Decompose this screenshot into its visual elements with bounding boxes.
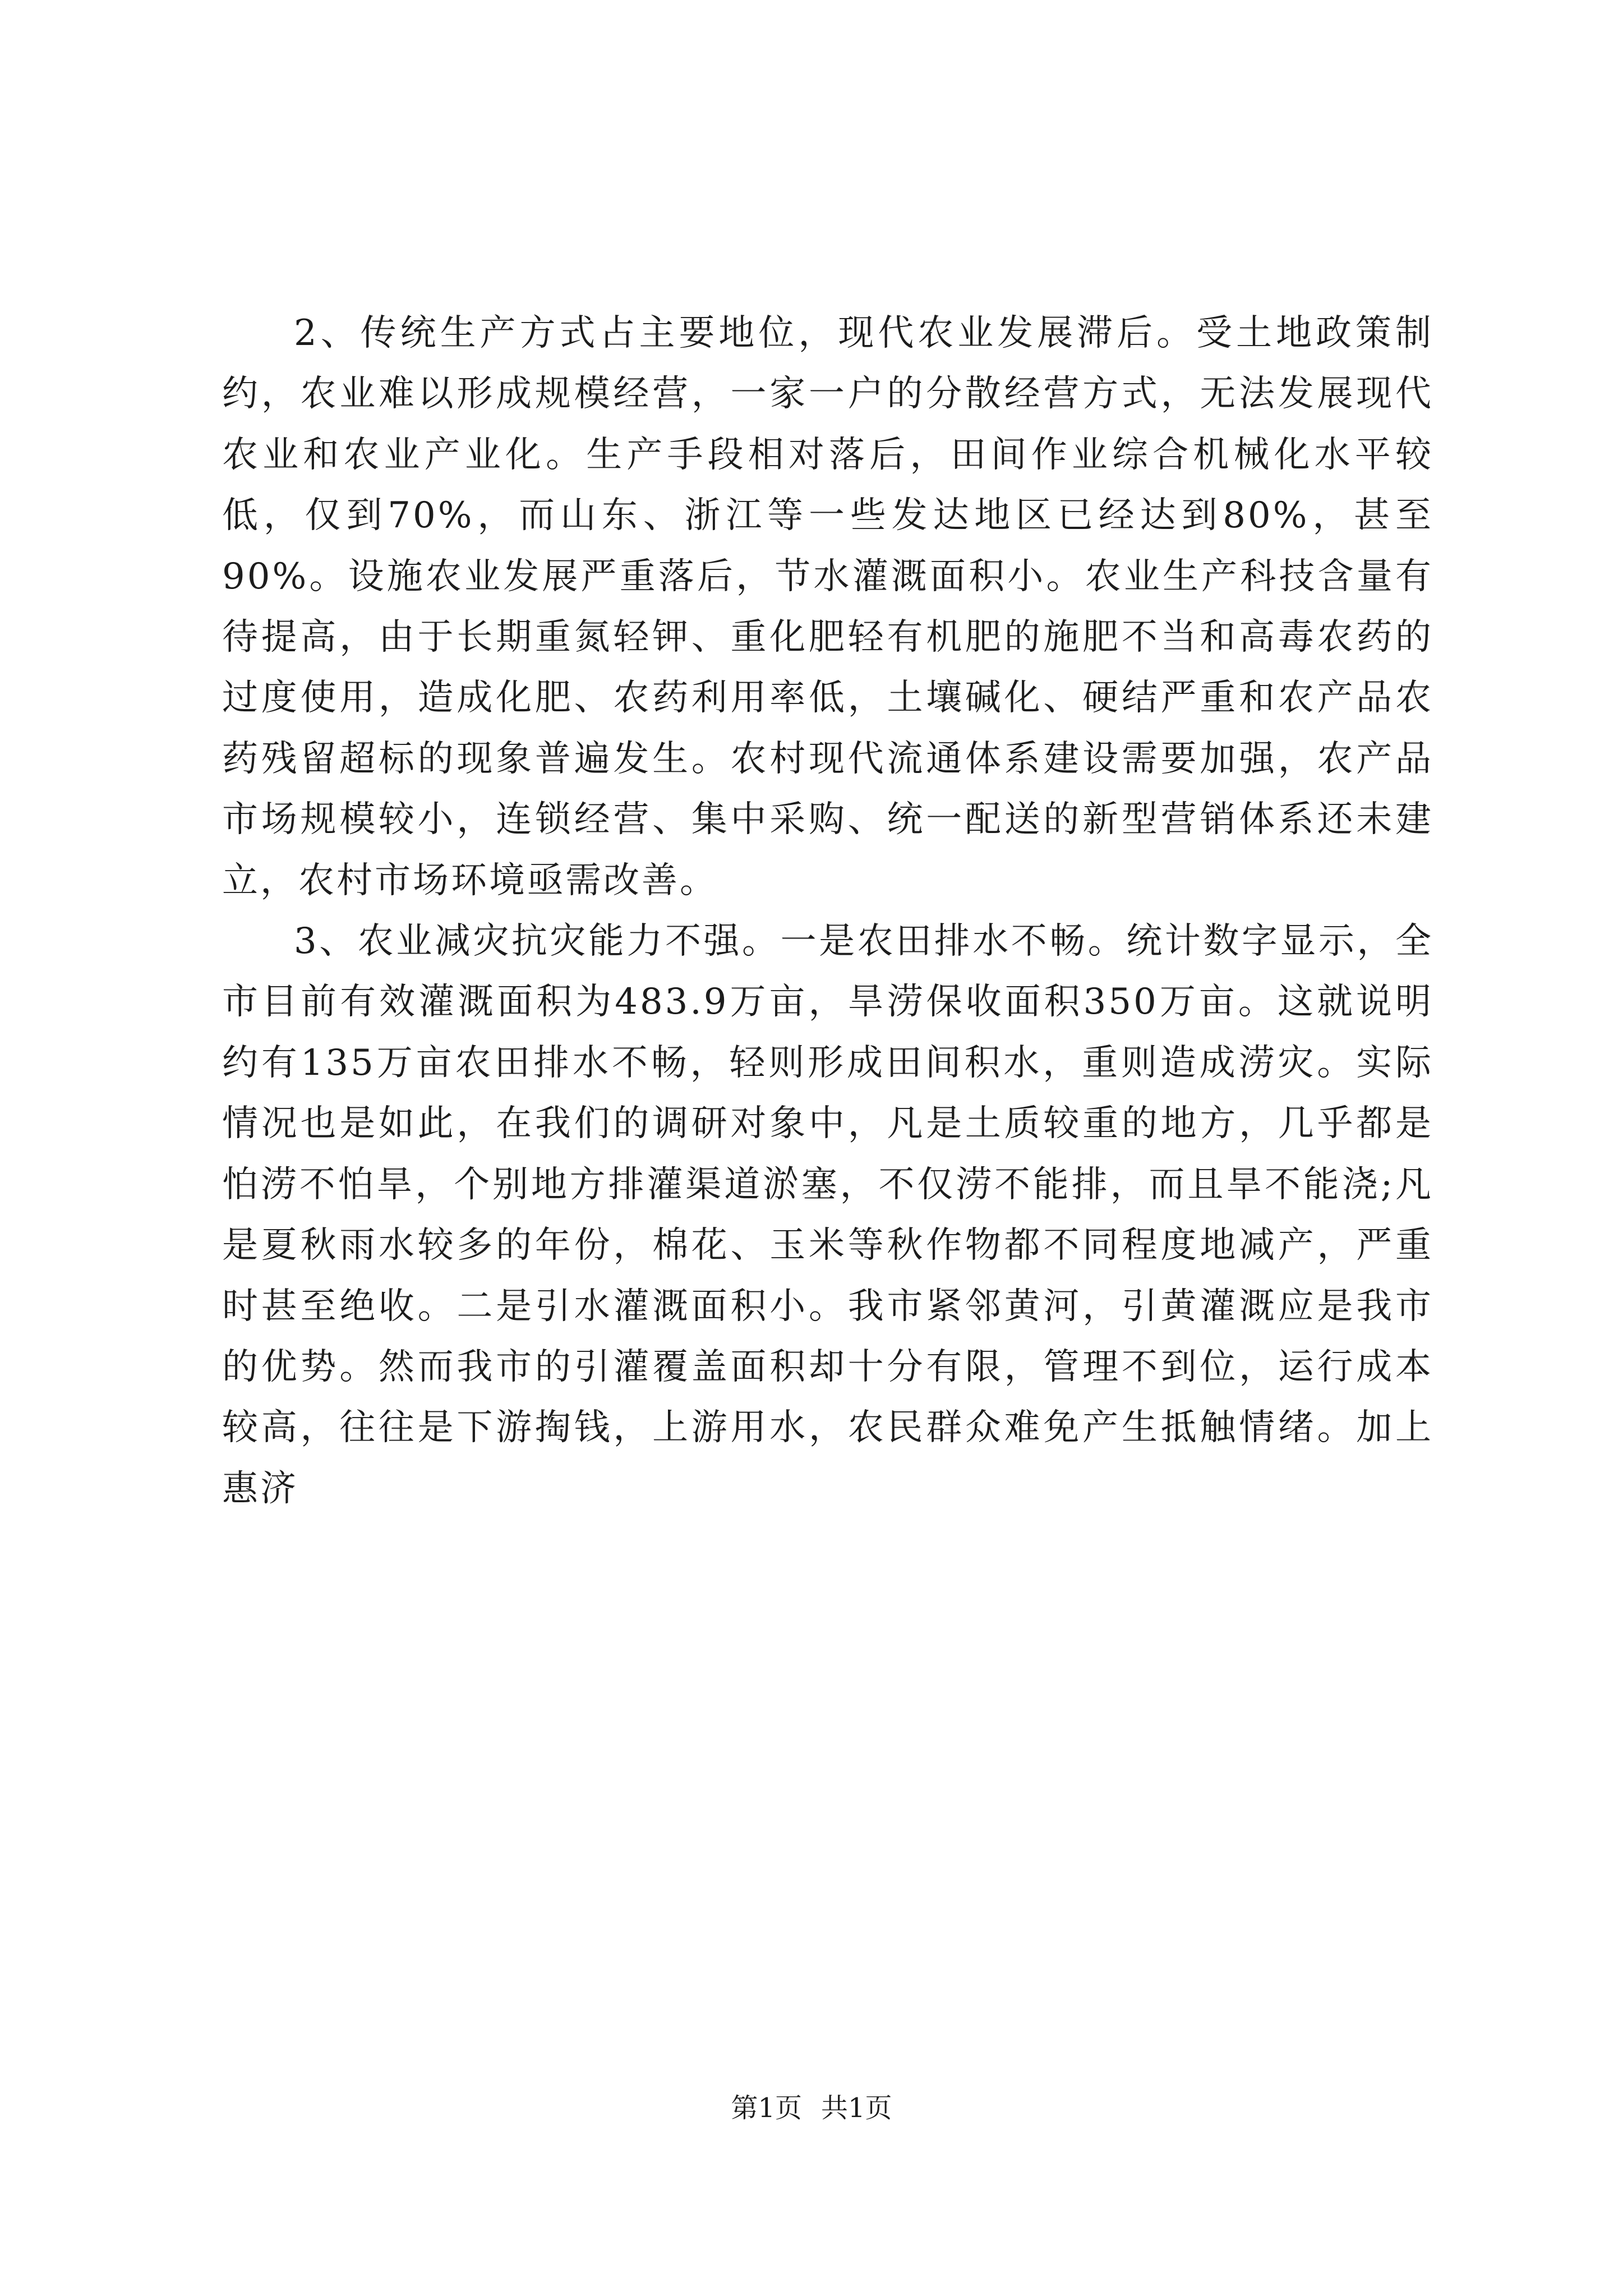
page-number: 第1页 xyxy=(731,2092,802,2124)
paragraph-traditional-production: 2、传统生产方式占主要地位，现代农业发展滞后。受土地政策制约，农业难以形成规模经营，一家一户的分散经营方式，无法发展现代农业和农业产业化。生产手段相对落后，田间作业综合机械化水平较低，仅到70%，而山东、浙江等一些发达地区已经达到80%，甚至90%。设施农业发展严重落后，节水灌溉面积小。农业生产科技含量有待提高，由于长期重氮轻钾、重化肥轻有机肥的施肥不当和高毒农药的过度使用，造成化肥、农药利用率低，土壤碱化、硬结严重和农产品农药残留超标的现象普遍发生。农村现代流通体系建设需要加强，农产品市场规模较小，连锁经营、集中采购、统一配送的新型营销体系还未建立，农村市场环境亟需改善。 xyxy=(222,312,1433,901)
page-footer xyxy=(0,2091,1623,2125)
page-total: 共1页 xyxy=(821,2092,892,2124)
paragraph-disaster-resistance: 3、农业减灾抗灾能力不强。一是农田排水不畅。统计数字显示，全市目前有效灌溉面积为483.9万亩，旱涝保收面积350万亩。这就说明约有135万亩农田排水不畅，轻则形成田间积水，重则造成涝灾。实际情况也是如此，在我们的调研对象中，凡是土质较重的地方，几乎都是怕涝不怕旱，个别地方排灌渠道淤塞，不仅涝不能排，而且旱不能浇;凡是夏秋雨水较多的年份，棉花、玉米等秋作物都不同程度地减产，严重时甚至绝收。二是引水灌溉面积小。我市紧邻黄河，引黄灌溉应是我市的优势。然而我市的引灌覆盖面积却十分有限，管理不到位，运行成本较高，往往是下游掏钱，上游用水，农民群众难免产生抵触情绪。加上惠济 xyxy=(222,921,1433,1510)
document-body xyxy=(222,303,1433,1519)
